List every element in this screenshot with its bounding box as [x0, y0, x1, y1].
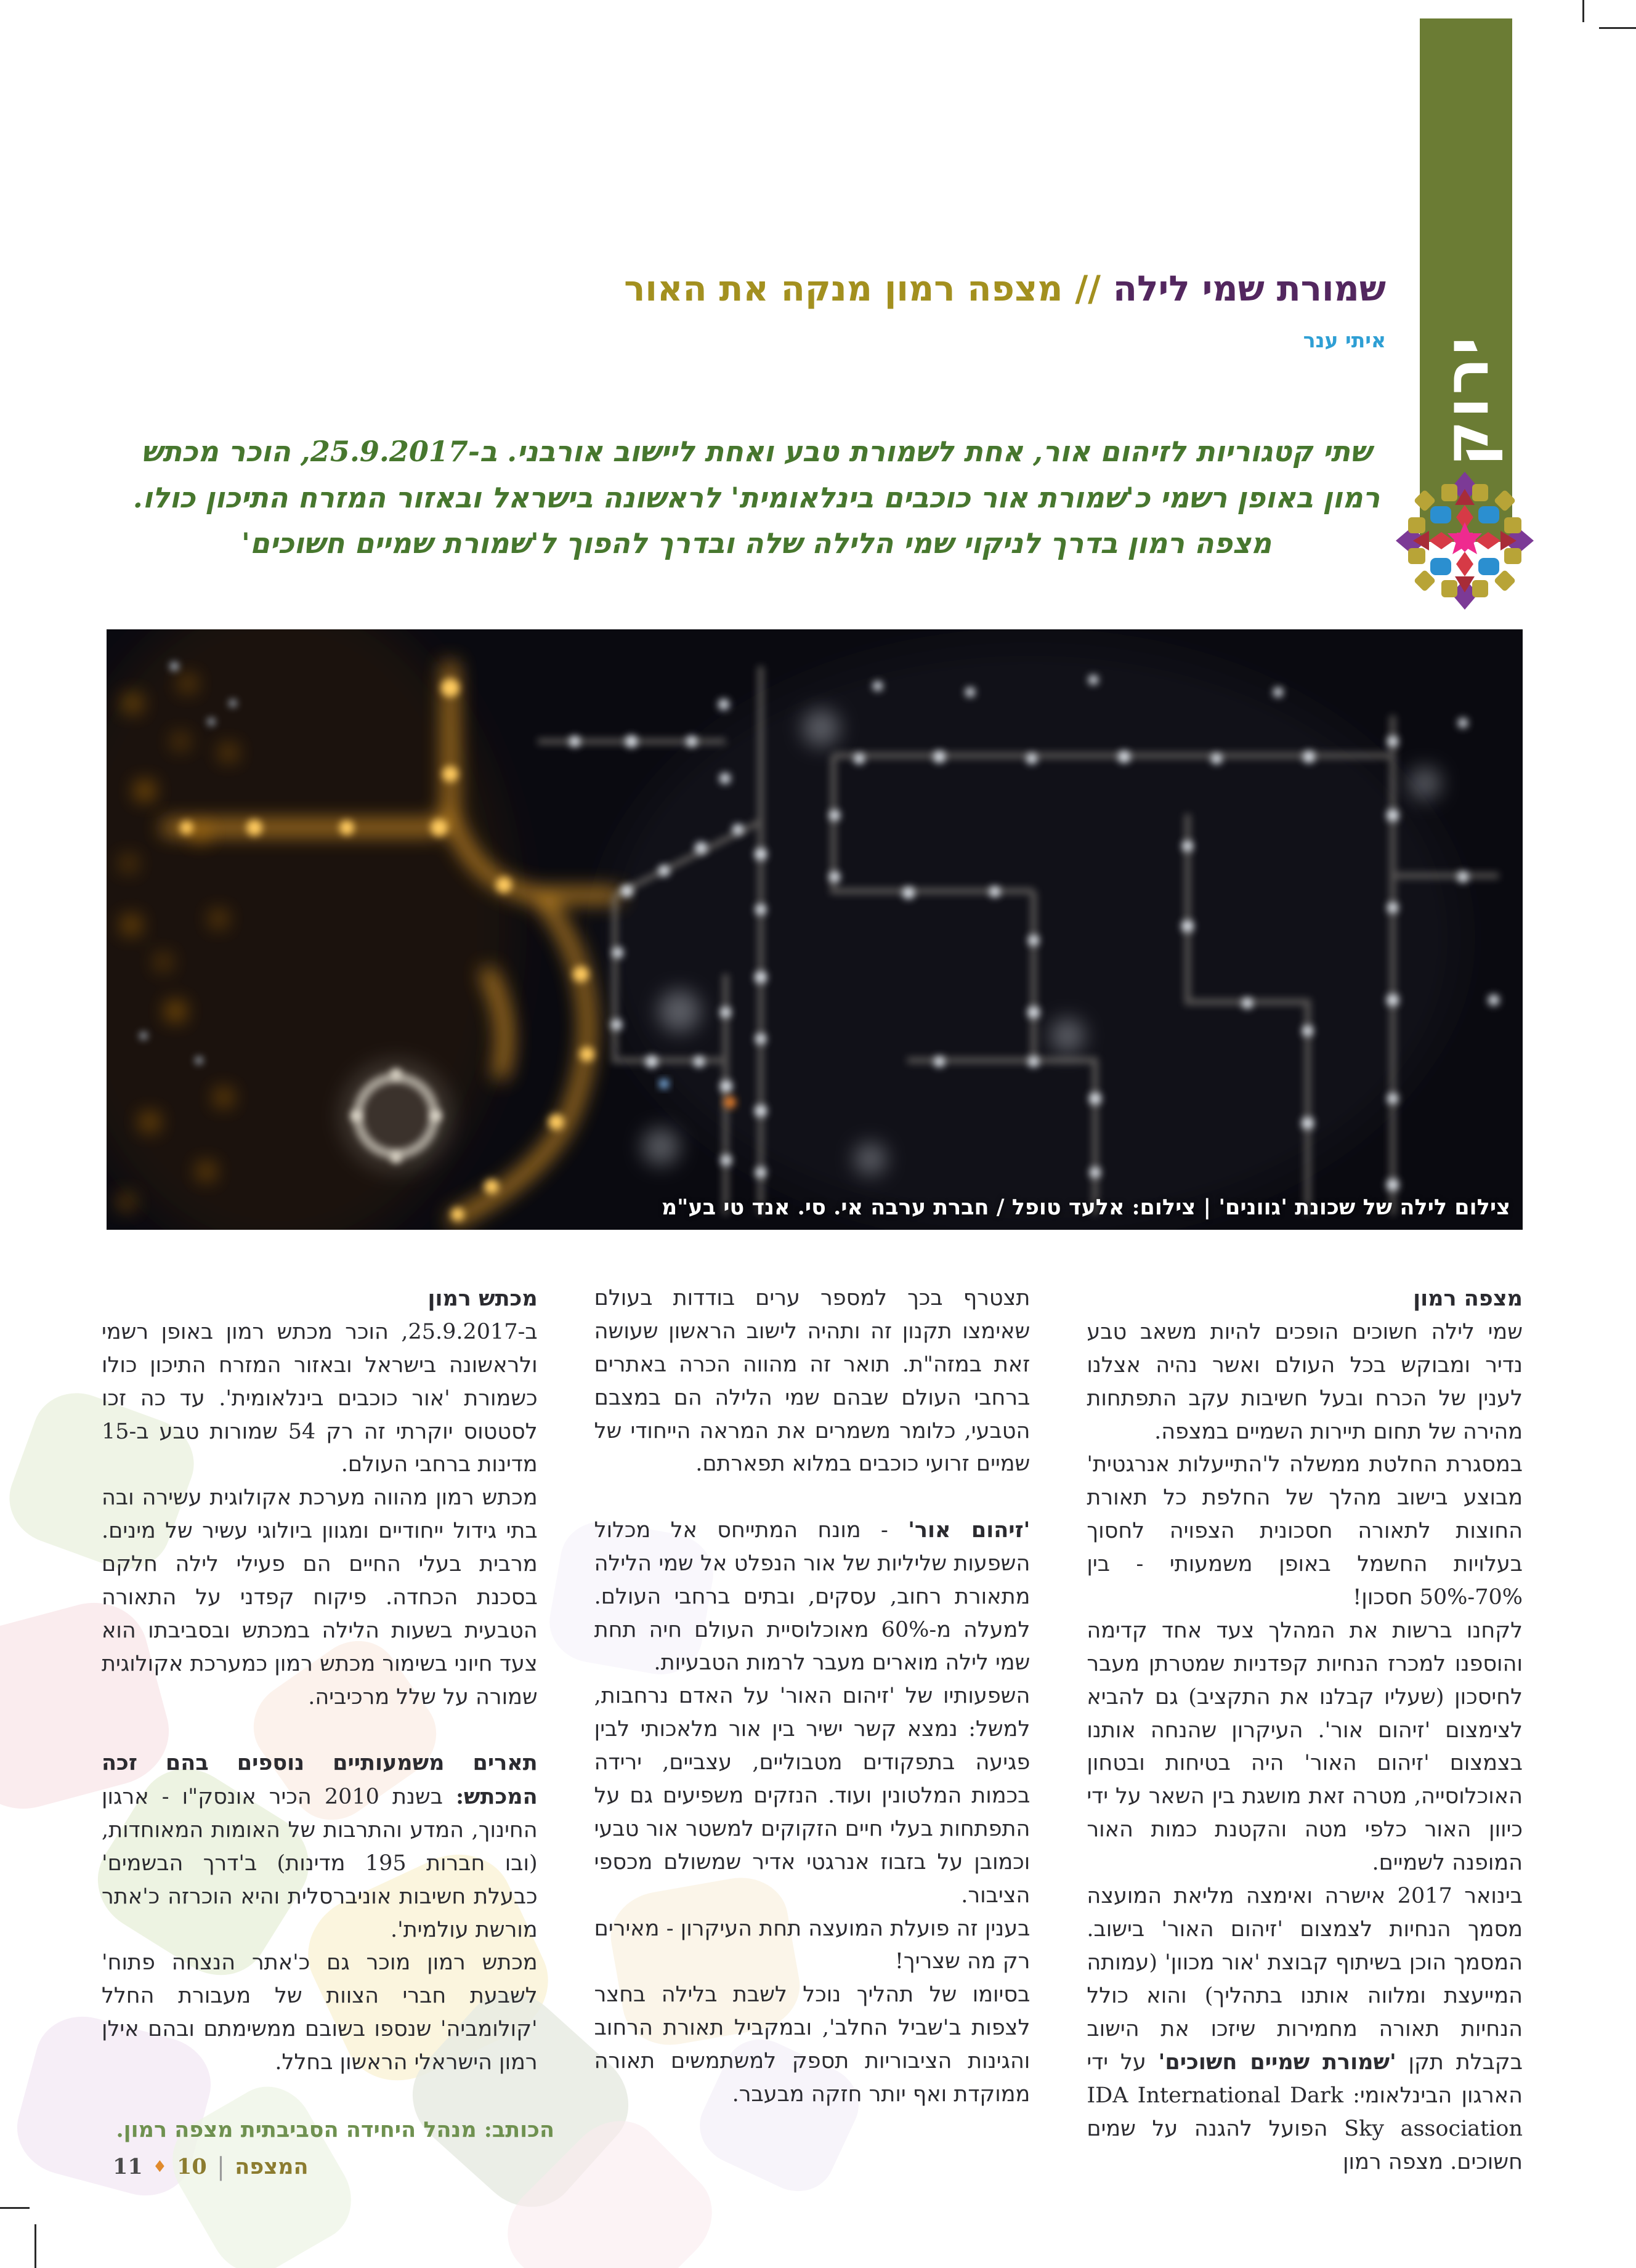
diamond-icon: ♦ — [152, 2157, 168, 2176]
article-header — [216, 270, 1386, 352]
magazine-name: המצפה — [235, 2154, 309, 2179]
section-tab-label: ירוק — [1430, 334, 1502, 466]
byline: הכותב: מנהל היחידה הסביבתית מצפה רמון. — [116, 2117, 554, 2142]
article-column-middle: תצטרף בכך למספר ערים בודדות בעולם שאימצו תקנון זה ותהיה לישוב הראשון שעושה זאת במזה"ת. תואר זה מהווה הכרה באתרים ברחבי העולם שבהם שמי הלילה הם במצבם הטבעי, כלומר משמרים את המראה הייחודי של שמיים זרועי כוכבים במלוא תפארתם. 'זיהום אור' - מונח המתייחס אל מכלול השפעות שליליות של אור הנפלט אל שמי הלילה מתאורת רחוב, עסקים, ובתים ברחבי העולם. למעלה מ-60% מאוכלוסיית העולם חיה תחת שמי לילה מוארים מעבר לרמות הטבעיות. השפעותיו של 'זיהום האור' על האדם נרחבות, למשל: נמצא קשר ישיר בין אור מלאכותי לבין פגיעה בתפקודים מטבוליים, עצביים, ירידה בכמות המלטונין ועוד. הנזקים משפיעים גם על התפתחות בעלי חיים הזקוקים למשטר אור טבעי וכמובן על בזבוז אנרגטי אדיר שמשולם מכספי הציבור. בענין זה פועלת המועצה תחת העיקרון - מאירים רק מה שצריך! בסיומו של תהליך נוכל לשבת בלילה בחצר לצפות ב'שביל החלב', ובמקביל תאורת הרחוב והגינות הציבוריות תספק למשתמשים תאורה ממוקדת ואף יותר חזקה מבעבר. — [594, 1286, 1031, 2107]
page-title — [216, 270, 1386, 309]
crop-mark — [0, 2207, 30, 2209]
article-column-right: מצפה רמון שמי לילה חשוכים הופכים להיות משאב טבע נדיר ומבוקש בכל העולם ואשר נהיה אצלנו לענין של הכרח ובעל חשיבות עקב התפתחות מהירה של תחום תיירות השמיים במצפה. במסגרת החלטת ממשלה ל'התייעלות אנרגטית' מבוצע בישוב מהלך של החלפת כל תאורת החוצות לתאורה חסכונית הצפויה לחסוך בעלויות החשמל באופן משמעותי - בין 70%-50% חסכון! לקחנו ברשות את המהלך צעד אחד קדימה והוספנו למכרז הנחיות קפדניות שמטרתן מעבר לחיסכון (שעליו קבלנו את התקציב) גם להביא לצימצום 'זיהום אור'. העיקרון שהנחה אותנו בצמצום 'זיהום האור' היה בטיחות ובטחון האוכלוסייה, מטרה זאת מושגת בין השאר על ידי כיוון האור כלפי מטה והקטנת כמות האור המופנה לשמיים. בינואר 2017 אישרה ואימצה מליאת המועצה מסמך הנחיות לצמצום 'זיהום האור' בישוב. המסמך הוכן בשיתוף קבוצת 'אור מכוון' (עמותה המייעצת ומלווה אותנו בתהליך) והוא כולל הנחיות תאורה מחמירות שיזכו את הישוב בקבלת תקן 'שמורת שמיים חשוכים' על ידי הארגון הבינלאומי: IDA International Dark Sky association הפועל להגנה על שמים חשוכים. מצפה רמון — [1087, 1286, 1523, 2175]
night-photo-graphic — [107, 629, 1523, 1230]
footer-separator: | — [216, 2152, 225, 2181]
title-primary: שמורת שמי לילה — [1112, 268, 1386, 309]
intro-paragraph: שתי קטגוריות לזיהום אור, אחת לשמורת טבע ואחת ליישוב אורבני. ב-25.9.2017, הוכר מכתש רמון באופן רשמי כ'שמורת אור כוכבים בינלאומית' לראשונה בישראל ובאזור המזרח התיכון כולו. מצפה רמון בדרך לניקוי שמי הלילה שלה ובדרך להפוך ל'שמורת שמיים חשוכים' — [132, 435, 1380, 560]
page-footer — [113, 2154, 309, 2179]
aerial-night-photo — [107, 629, 1523, 1230]
author-name: איתי ענר — [1303, 328, 1386, 352]
crop-mark — [1599, 27, 1636, 29]
article-column-left: מכתש רמון ב-25.9.2017, הוכר מכתש רמון באופן רשמי ולראשונה בישראל ובאזור המזרח התיכון כולו כשמורת 'אור כוכבים בינלאומית'. עד כה זכו לסטטוס יוקרתי זה רק 54 שמורות טבע ב-15 מדינות ברחבי העולם. מכתש רמון מהווה מערכת אקולוגית עשירה ובה בתי גידול ייחודיים ומגוון ביולוגי עשיר של מינים. מרבית בעלי החיים הם פעילי לילה חלקם בסכנת הכחדה. פיקוח קפדני על התאורה הטבעית בשעות הלילה במכתש ובסביבתו הוא צעד חיוני בשימור מכתש רמון כמערכת אקולוגית שמורה על שלל מרכיביה. תארים משמעותיים נוספים בהם זכה המכתש: בשנת 2010 הכיר אונסק"ו - ארגון החינוך, המדע והתרבות של האומות המאוחדות, (ובו חברות 195 מדינות) ב'דרך הבשמים' כבעלת חשיבות אוניברסלית והיא הוכרזה כ'אתר מורשת עולמית'. מכתש רמון מוכר גם כ'אתר הנצחה פתוח' לשבעת חברי הצוות של מעבורת החלל 'קולומביה' שנספו בשובם ממשימתם ובהם אילן רמון הישראלי הראשון בחלל. — [102, 1286, 538, 2075]
page-number-next: 11 — [113, 2154, 143, 2179]
section-tab-green — [1420, 18, 1512, 542]
rosette-ornament-icon — [1393, 469, 1536, 612]
title-separator: // — [1075, 268, 1101, 309]
title-secondary: מצפה רמון מנקה את האור — [624, 268, 1063, 309]
article-columns — [102, 1282, 1523, 2179]
crop-mark — [1582, 0, 1584, 22]
photo-caption: צילום לילה של שכונת 'גוונים' | צילום: אלעד טופל / חברת ערבה אי. סי. אנד טי בע"מ — [661, 1195, 1510, 1220]
crop-mark — [34, 2224, 36, 2268]
page-number-current: 10 — [177, 2154, 207, 2179]
